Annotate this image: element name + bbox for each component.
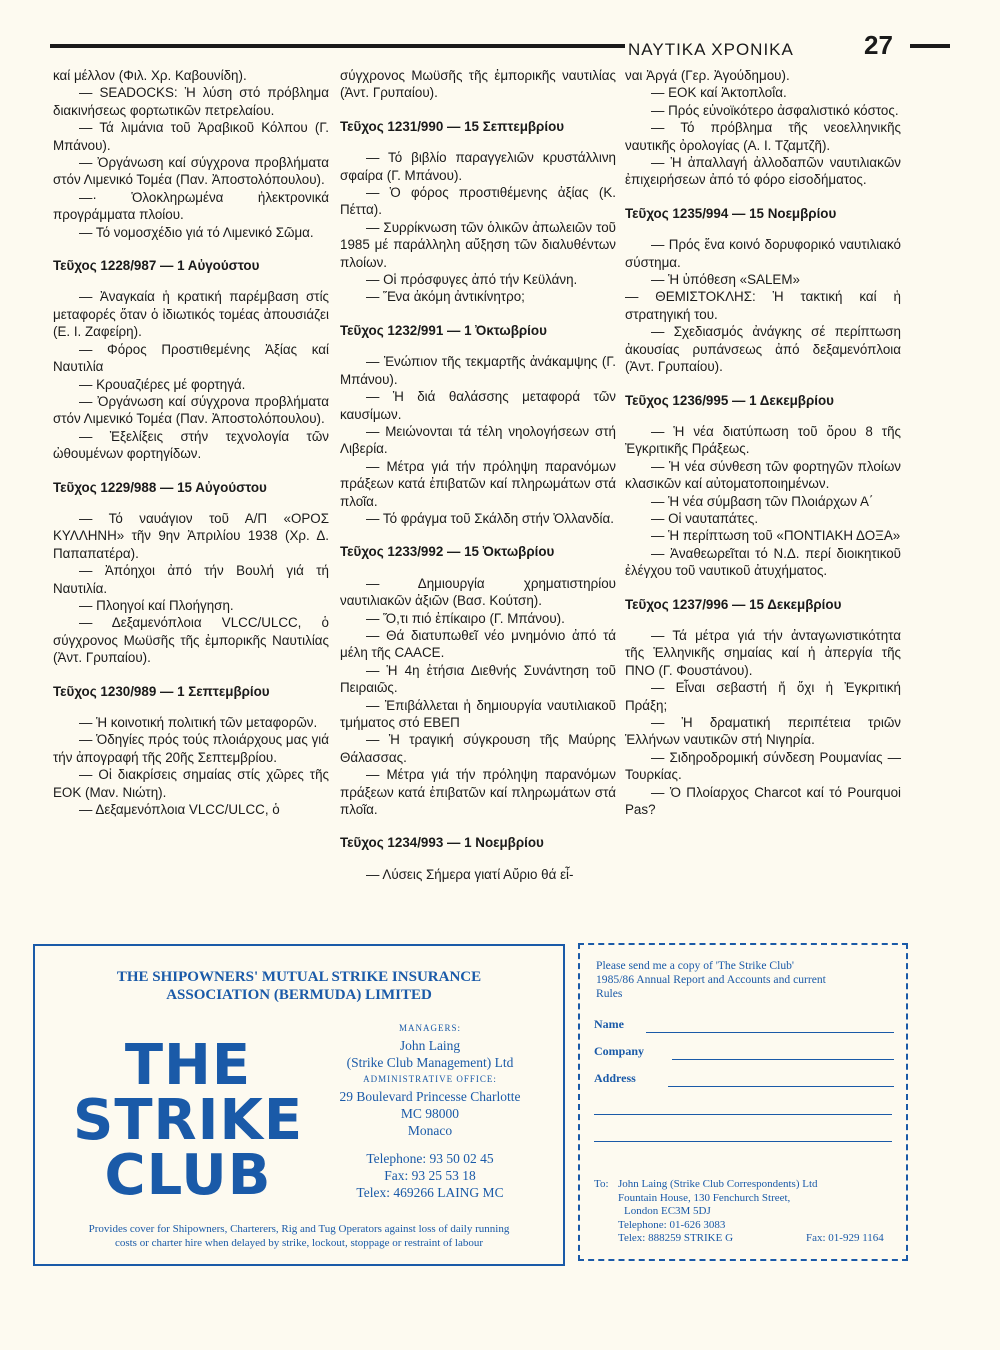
article-entry: — Ὅ,τι πιό ἐπίκαιρο (Γ. Μπάνου). <box>366 610 565 626</box>
coupon-intro-line: Rules <box>596 987 623 1000</box>
article-entry: —· Ὁλοκληρωμένα ἠλεκτρονικά προγράμματα πλοίου. <box>53 189 329 223</box>
page-number: 27 <box>864 30 893 60</box>
article-entry: — Ἡ νέα διατύπωση τοῦ ὅρου 8 τῆς Ἐγκριτικῆς Πράξεως. <box>625 423 901 457</box>
recipient-line: Fountain House, 130 Fenchurch Street, <box>618 1191 791 1204</box>
article-entry: — Πρός εὐνοϊκότερο ἀσφαλιστικό κόστος. <box>651 102 899 118</box>
article-entry: — Θά διατυπωθεῖ νέο μνημόνιο ἀπό τά μέλη τῆς CAACE. <box>340 627 616 661</box>
ad-footer-line: costs or charter hire when delayed by strike, lockout, stoppage or restraint of labour <box>114 1237 484 1249</box>
coupon-intro-line: 1985/86 Annual Report and Accounts and current <box>596 973 826 986</box>
coupon-intro <box>596 959 896 1001</box>
article-entry: — Ἀπόηχοι ἀπό τήν Βουλή γιά τή Ναυτιλία. <box>53 563 329 596</box>
managers-name: John Laing <box>399 1038 461 1053</box>
name-line <box>646 1032 894 1033</box>
article-entry: — Τά μέτρα γιά τήν ἀνταγωνιστικότητα τῆς Ἑλληνικῆς σημαίας καί ἡ ἀπεργία τῆς ΠΝΟ (Γ. Φουστάνου). <box>625 627 901 678</box>
text-column-1 <box>53 67 329 818</box>
article-entry: — SEADOCKS: Ἡ λύση στό πρόβλημα διακινήσεως φορτωτικῶν πετρελαίου. <box>53 85 329 118</box>
article-entry: — Κρουαζιέρες μέ φορτηγά. <box>79 376 246 392</box>
magazine-title: ΝΑΥΤΙΚΑ ΧΡΟΝΙΚΑ <box>628 40 794 59</box>
article-entry: — Δημιουργία χρηματιστηρίου ναυτιλιακῶν ἀξιῶν (Βασ. Κούτση). <box>340 575 616 609</box>
article-entry: ναι Ἀργά (Γερ. Ἀγούδημου). <box>625 68 790 83</box>
strike-club-logo <box>73 1033 304 1208</box>
issue-heading: Τεῦχος 1234/993 — 1 Νοεμβρίου <box>340 835 544 851</box>
header-rule-left <box>50 44 625 48</box>
address-line: MC 98000 <box>400 1106 460 1121</box>
article-entry: — Ἡ 4η ἐτήσια Διεθνής Συνάντηση τοῦ Πειραιῶς. <box>340 662 616 696</box>
header-rule-right <box>910 44 950 48</box>
article-entry: — Οἱ ναυταπάτες. <box>651 510 759 526</box>
name-field[interactable] <box>594 1017 894 1033</box>
article-entry: — Εἶναι σεβαστή ἤ ὄχι ἡ Ἐγκριτική Πράξη; <box>625 680 901 713</box>
managers-label: MANAGERS: <box>398 1023 461 1033</box>
article-entry: — Τό φράγμα τοῦ Σκάλδη στήν Ὁλλανδία. <box>366 510 614 526</box>
request-coupon <box>578 943 908 1261</box>
company-label: Company <box>594 1044 645 1058</box>
article-entry: — Τό νομοσχέδιο γιά τό Λιμενικό Σῶμα. <box>79 224 314 240</box>
address-field[interactable] <box>594 1071 894 1087</box>
address-line: Monaco <box>407 1123 453 1138</box>
article-entry: — Δεξαμενόπλοια VLCC/ULCC, ὁ σύγχρονος Μωϋσῆς τῆς ἐμπορικῆς Ναυτιλίας (Ἀντ. Γρυπαίου). <box>53 615 329 666</box>
article-entry: — Φόρος Προστιθεμένης Ἀξίας καί Ναυτιλία <box>53 341 329 375</box>
managers-company: (Strike Club Management) Ltd <box>346 1055 514 1070</box>
ad-telex: Telex: 469266 LAING MC <box>356 1185 504 1200</box>
article-entry: — Τά λιμάνια τοῦ Ἀραβικοῦ Κόλπου (Γ. Μπάνου). <box>53 120 329 153</box>
article-entry: — Μέτρα γιά τήν πρόληψη παρανόμων πράξεων κατά ἐπιβατῶν καί πληρωμάτων στά πλοῖα. <box>340 767 616 818</box>
article-entry: — Ὀργάνωση καί σύγχρονα προβλήματα στόν Λιμενικό Τομέα (Παν. Ἀποστολόπουλου). <box>53 155 329 188</box>
article-entry: — Ἀναθεωρεῖται τό Ν.Δ. περί διοικητικοῦ ἐλέγχου τοῦ ναυτικοῦ ἀτυχήματος. <box>625 545 901 579</box>
issue-heading: Τεῦχος 1237/996 — 15 Δεκεμβρίου <box>625 596 842 612</box>
recipient-line: London EC3M 5DJ <box>624 1205 711 1217</box>
ad-managers <box>305 1020 555 1139</box>
address-line-2[interactable] <box>594 1114 892 1115</box>
article-entry: — Ἡ νέα σύμβαση τῶν Πλοιάρχων Α΄ <box>651 493 874 509</box>
article-entry: — Τό ναυάγιον τοῦ Α/Π «ΟΡΟΣ ΚΥΛΛΗΝΗ» τῆν 9ην Ἀπριλίου 1938 (Χρ. Δ. Παπαπατέρα). <box>53 510 329 561</box>
article-entry: — Τό πρόβλημα τῆς νεοελληνικῆς ναυτικῆς ὀρολογίας (Α. Ι. Τζαμτζῆ). <box>625 120 901 153</box>
ad-footer-line: Provides cover for Shipowners, Charterers, Rig and Tug Operators against loss of daily running <box>88 1223 510 1235</box>
ad-title-line: THE SHIPOWNERS' MUTUAL STRIKE INSURANCE <box>116 969 482 985</box>
ad-fax: Fax: 93 25 53 18 <box>384 1168 476 1183</box>
article-entry: — Ἡ τραγική σύγκρουση τῆς Μαύρης Θάλασσας. <box>340 732 616 765</box>
article-entry: — Ὁ φόρος προστιθέμενης ἀξίας (Κ. Πέττα). <box>340 185 616 218</box>
logo-line: THE <box>124 1033 252 1098</box>
issue-heading: Τεῦχος 1228/987 — 1 Αὐγούστου <box>53 258 260 274</box>
article-entry: — Μέτρα γιά τήν πρόληψη παρανόμων πράξεων κατά ἐπιβατῶν καί πληρωμάτων στά πλοῖα. <box>340 458 616 509</box>
issue-heading: Τεῦχος 1229/988 — 15 Αὐγούστου <box>53 479 267 495</box>
address-line-1 <box>668 1086 894 1087</box>
text-column-2 <box>340 67 616 883</box>
text-column-3 <box>625 67 901 818</box>
article-entry: — Πλοηγοί καί Πλοήγηση. <box>79 597 234 613</box>
article-entry: — ΕΟΚ καί Ἀκτοπλοΐα. <box>651 85 787 101</box>
article-entry: — Ὁδηγίες πρός τούς πλοιάρχους μας γιά τήν ἀπογραφή τῆς 20ῆς Σεπτεμβρίου. <box>53 732 329 765</box>
article-entry: — Ἐνώπιον τῆς τεκμαρτῆς ἀνάκαμψης (Γ. Μπάνου). <box>340 354 616 387</box>
company-line <box>672 1059 894 1060</box>
ad-title <box>35 968 563 1004</box>
logo-line: STRIKE <box>73 1088 304 1153</box>
recipient-line: Telephone: 01-626 3083 <box>618 1218 726 1231</box>
address-label: Address <box>594 1071 636 1085</box>
article-entry: — Ἕνα ἀκόμη ἀντικίνητρο; <box>366 289 525 305</box>
article-entry: — Ἡ ἀπαλλαγή ἀλλοδαπῶν ναυτιλιακῶν ἐπιχειρήσεων ἀπό τό φόρο εἰσοδήματος. <box>625 155 901 188</box>
article-entry: — Ἡ περίπτωση τοῦ «ΠΟΝΤΙΑΚΗ ΔΟΞΑ» <box>651 528 901 544</box>
issue-heading: Τεῦχος 1232/991 — 1 Ὀκτωβρίου <box>340 322 547 338</box>
name-label: Name <box>594 1017 624 1031</box>
issue-heading: Τεῦχος 1233/992 — 15 Ὀκτωβρίου <box>340 544 555 560</box>
article-entry: — Ἡ νέα σύνθεση τῶν φορτηγῶν πλοίων κλασικῶν καί αὐτοματοποιημένων. <box>625 458 901 492</box>
ad-footer <box>35 1222 563 1250</box>
article-entry: καί μέλλον (Φιλ. Χρ. Καβουνίδη). <box>53 68 247 83</box>
article-entry: — Ἐπιβάλλεται ἡ δημιουργία ναυτιλιακοῦ τμήματος στό ΕΒΕΠ <box>340 697 616 730</box>
article-entry: — Σχεδιασμός ἀνάγκης σέ περίπτωση ἀκουσίας ρυπάνσεως ἀπό δεξαμενόπλοια (Ἀντ. Γρυπαίου). <box>625 324 901 375</box>
issue-heading: Τεῦχος 1230/989 — 1 Σεπτεμβρίου <box>53 683 270 699</box>
article-entry: — Μειώνονται τά τέλη νηολογήσεων στή Λιβερία. <box>340 423 616 457</box>
issue-heading: Τεῦχος 1235/994 — 15 Νοεμβρίου <box>625 205 837 221</box>
article-entry: — Λύσεις Σήμερα γιατί Αὔριο θά εἶ- <box>366 866 574 882</box>
office-label: ADMINISTRATIVE OFFICE: <box>363 1074 497 1084</box>
issue-heading: Τεῦχος 1231/990 — 15 Σεπτεμβρίου <box>340 118 565 134</box>
article-entry: — Ὀργάνωση καί σύγχρονα προβλήματα στόν Λιμενικό Τομέα (Παν. Ἀποστολόπουλου). <box>53 393 329 427</box>
article-entry: — Ἡ κοινοτική πολιτική τῶν μεταφορῶν. <box>79 715 318 730</box>
ad-title-line: ASSOCIATION (BERMUDA) LIMITED <box>166 987 432 1003</box>
ad-telephone: Telephone: 93 50 02 45 <box>366 1151 494 1166</box>
address-line-3[interactable] <box>594 1141 892 1142</box>
recipient-fax: Fax: 01-929 1164 <box>806 1232 884 1244</box>
article-entry: — Συρρίκνωση τῶν ὁλικῶν ἀπωλειῶν τοῦ 1985 μέ παράλληλη αὔξηση τῶν διαλυθέντων πλοίων. <box>340 219 616 270</box>
page-header <box>50 30 950 66</box>
recipient-lines <box>618 1178 898 1246</box>
company-field[interactable] <box>594 1044 894 1060</box>
article-entry: — Οἱ πρόσφυγες ἀπό τήν Κεϋλάνη. <box>366 272 578 288</box>
article-entry: — Πρός ἕνα κοινό δορυφορικό ναυτιλιακό σύστημα. <box>625 237 901 270</box>
ad-contact <box>305 1150 555 1201</box>
article-entry: — Ἀναγκαία ἡ κρατική παρέμβαση στίς μεταφορές ὅταν ὁ ἰδιωτικός τομέας ἀπουσιάζει (Ε. Ι. Ζαφείρη). <box>53 289 329 340</box>
article-entry: — Τό βιβλίο παραγγελιῶν κρυστάλλινη σφαίρα (Γ. Μπάνου). <box>340 150 616 183</box>
recipient-line: Telex: 888259 STRIKE G <box>618 1232 734 1244</box>
logo-line: CLUB <box>104 1143 272 1208</box>
article-entry: — Ἡ διά θαλάσσης μεταφορά τῶν καυσίμων. <box>340 389 616 422</box>
article-entry: — Ὁ Πλοίαρχος Charcot καί τό Pourquoi Pas? <box>625 784 901 818</box>
article-entry: — Ἡ ὑπόθεση «SALEM» <box>651 272 800 288</box>
to-label: To: <box>594 1178 609 1190</box>
article-entry: — Οἱ διακρίσεις σημαίας στίς χῶρες τῆς ΕΟΚ (Μαν. Νιώτη). <box>53 767 329 800</box>
address-line: 29 Boulevard Princesse Charlotte <box>339 1089 521 1104</box>
article-entry: — Ἡ δραματική περιπέτεια τριῶν Ἑλλήνων ναυτικῶν στή Νιγηρία. <box>625 715 901 748</box>
coupon-intro-line: Please send me a copy of 'The Strike Club' <box>596 959 795 972</box>
article-entry: — Σιδηροδρομική σύνδεση Ρουμανίας — Τουρκίας. <box>625 749 901 783</box>
article-entry: — Ἐξελίξεις στήν τεχνολογία τῶν ὠθουμένων φορτηγίδων. <box>53 428 329 462</box>
article-entry: σύγχρονος Μωϋσῆς τῆς ἐμπορικῆς ναυτιλίας (Ἀντ. Γρυπαίου). <box>340 68 616 101</box>
issue-heading: Τεῦχος 1236/995 — 1 Δεκεμβρίου <box>625 392 834 408</box>
recipient-line: John Laing (Strike Club Correspondents) Ltd <box>618 1178 818 1190</box>
strike-club-advertisement <box>33 944 565 1266</box>
article-entry: — ΘΕΜΙΣΤΟΚΛΗΣ: Ἡ τακτική καί ἡ στρατηγική του. <box>625 289 901 322</box>
article-entry: — Δεξαμενόπλοια VLCC/ULCC, ὁ <box>79 802 280 818</box>
